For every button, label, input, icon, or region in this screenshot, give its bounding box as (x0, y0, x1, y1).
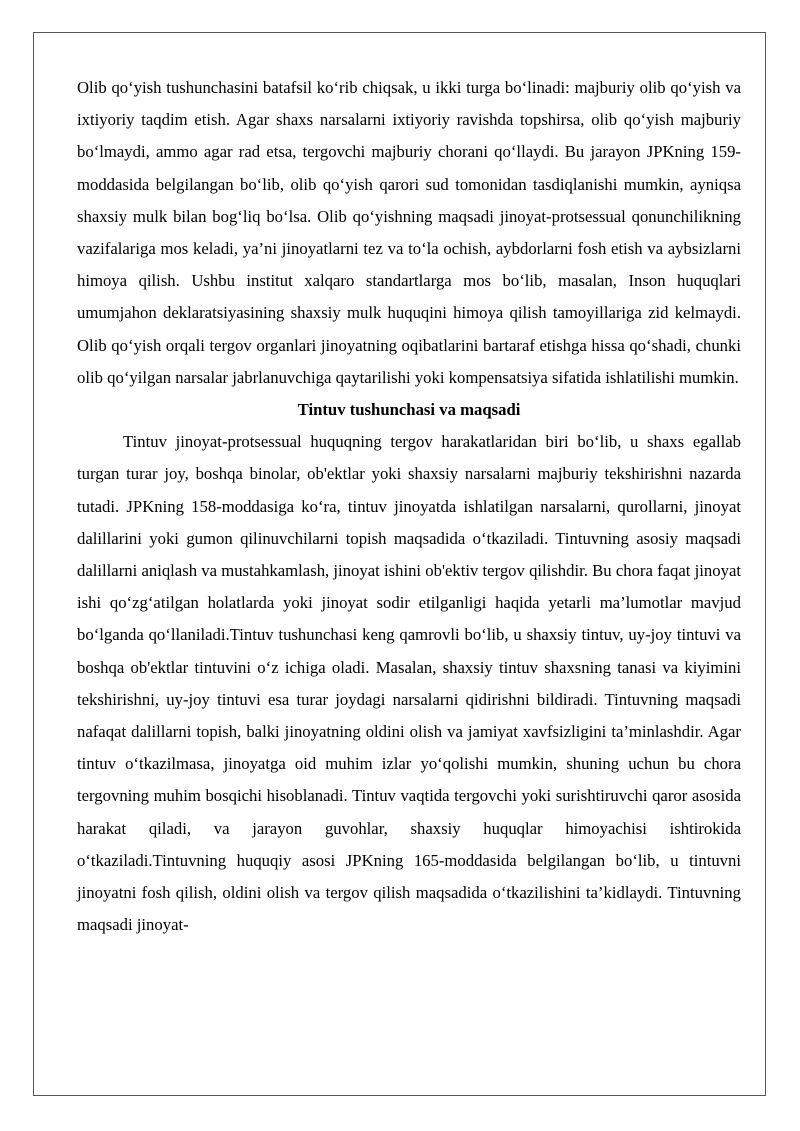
document-body (77, 72, 741, 941)
paragraph-seizure: Olib qo‘yish tushunchasini batafsil ko‘rib chiqsak, u ikki turga bo‘linadi: majburiy olib qo‘yish va ixtiyoriy taqdim etish. Agar shaxs narsalarni ixtiyoriy ravishda topshirsa, olib qo‘yish majburiy bo‘lmaydi, ammo agar rad etsa, tergovchi majburiy chorani qo‘llaydi. Bu jarayon JPKning 159-moddasida belgilangan bo‘lib, olib qo‘yish qarori sud tomonidan tasdiqlanishi mumkin, ayniqsa shaxsiy mulk bilan bog‘liq bo‘lsa. Olib qo‘yishning maqsadi jinoyat-protsessual qonunchilikning vazifalariga mos keladi, ya’ni jinoyatlarni tez va to‘la ochish, aybdorlarni fosh etish va aybsizlarni himoya qilish. Ushbu institut xalqaro standartlarga mos bo‘lib, masalan, Inson huquqlari umumjahon deklaratsiyasining shaxsiy mulk huquqini himoya qilish tamoyillariga zid kelmaydi. Olib qo‘yish orqali tergov organlari jinoyatning oqibatlarini bartaraf etishga hissa qo‘shadi, chunki olib qo‘yilgan narsalar jabrlanuvchiga qaytarilishi yoki kompensatsiya sifatida ishlatilishi mumkin. (77, 78, 741, 387)
paragraph-search: Tintuv jinoyat-protsessual huquqning tergov harakatlaridan biri bo‘lib, u shaxs egallab turgan turar joy, boshqa binolar, ob'ektlar yoki shaxsiy narsalarni majburiy tekshirishni nazarda tutadi. JPKning 158-moddasiga ko‘ra, tintuv jinoyatda ishlatilgan narsalarni, qurollarni, jinoyat dalillarini yoki gumon qilinuvchilarni topish maqsadida o‘tkaziladi. Tintuvning asosiy maqsadi dalillarni aniqlash va mustahkamlash, jinoyat ishini ob'ektiv tergov qilishdir. Bu chora faqat jinoyat ishi qo‘zg‘atilgan holatlarda yoki jinoyat sodir etilganligi haqida yetarli ma’lumotlar mavjud bo‘lganda qo‘llaniladi.Tintuv tushunchasi keng qamrovli bo‘lib, u shaxsiy tintuv, uy-joy tintuvi va boshqa ob'ektlar tintuvini o‘z ichiga oladi. Masalan, shaxsiy tintuv shaxsning tanasi va kiyimini tekshirishni, uy-joy tintuvi esa turar joydagi narsalarni qidirishni bildiradi. Tintuvning maqsadi nafaqat dalillarni topish, balki jinoyatning oldini olish va jamiyat xavfsizligini ta’minlashdir. Agar tintuv o‘tkazilmasa, jinoyatga oid muhim izlar yo‘qolishi mumkin, shuning uchun bu chora tergovning muhim bosqichi hisoblanadi. Tintuv vaqtida tergovchi yoki surishtiruvchi qaror asosida harakat qiladi, va jarayon guvohlar, shaxsiy huquqlar himoyachisi ishtirokida o‘tkaziladi.Tintuvning huquqiy asosi JPKning 165-moddasida belgilangan bo‘lib, u tintuvni jinoyatni fosh qilish, oldini olish va tergov qilish maqsadida o‘tkazilishini ta’kidlaydi. Tintuvning maqsadi jinoyat- (77, 432, 741, 935)
section-heading: Tintuv tushunchasi va maqsadi (297, 400, 521, 420)
